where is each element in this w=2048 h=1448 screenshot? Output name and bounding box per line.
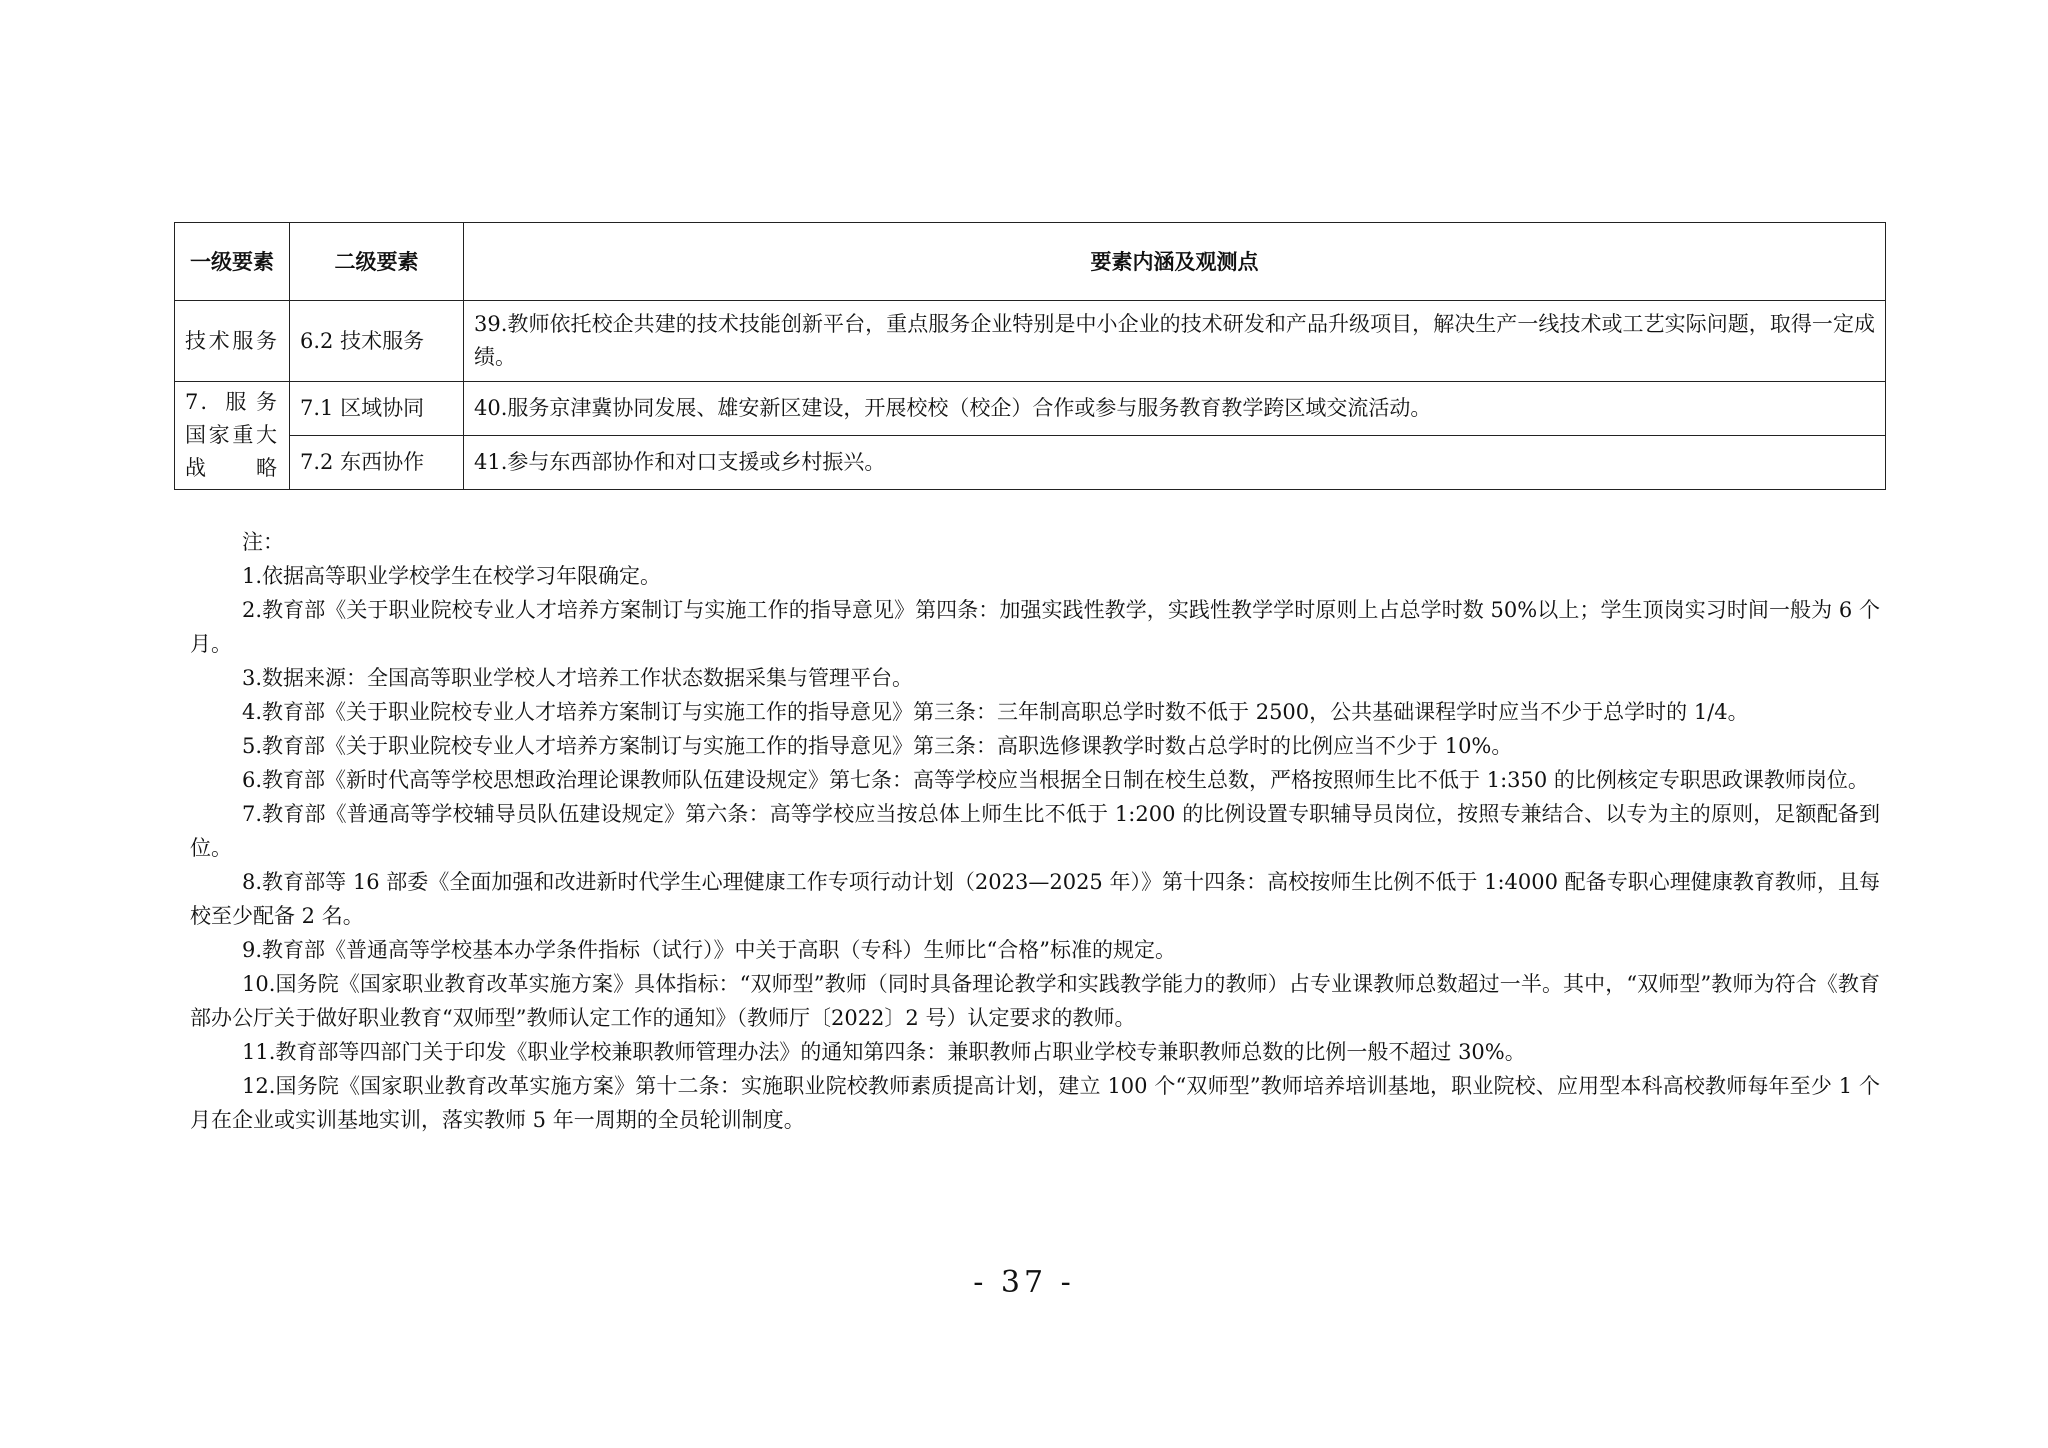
note-item: 7.教育部《普通高等学校辅导员队伍建设规定》第六条：高等学校应当按总体上师生比不低于 1:200 的比例设置专职辅导员岗位，按照专兼结合、以专为主的原则，足额配备到位。 (190, 802, 1880, 860)
level1-cell: 7. 服务国家重大战略 (175, 382, 290, 490)
note-item: 10.国务院《国家职业教育改革实施方案》具体指标：“双师型”教师（同时具备理论教学和实践教学能力的教师）占专业课教师总数超过一半。其中，“双师型”教师为符合《教育部办公厅关于做好职业教育“双师型”教师认定工作的通知》（教师厅〔2022〕2 号）认定要求的教师。 (190, 972, 1880, 1030)
standards-table (174, 222, 1886, 490)
content-cell: 40.服务京津冀协同发展、雄安新区建设，开展校校（校企）合作或参与服务教育教学跨区域交流活动。 (464, 382, 1886, 436)
content-cell: 39.教师依托校企共建的技术技能创新平台，重点服务企业特别是中小企业的技术研发和产品升级项目，解决生产一线技术或工艺实际问题，取得一定成绩。 (464, 301, 1886, 382)
note-item: 9.教育部《普通高等学校基本办学条件指标（试行）》中关于高职（专科）生师比“合格”标准的规定。 (242, 938, 1177, 962)
page-number: - 37 - (973, 1265, 1075, 1300)
header-level2: 二级要素 (290, 223, 464, 301)
note-item: 5.教育部《关于职业院校专业人才培养方案制订与实施工作的指导意见》第三条：高职选修课教学时数占总学时的比例应当不少于 10%。 (242, 734, 1513, 758)
level2-cell: 7.1 区域协同 (290, 382, 464, 436)
notes-title: 注： (242, 530, 284, 554)
header-level1: 一级要素 (175, 223, 290, 301)
level2-cell: 7.2 东西协作 (290, 436, 464, 490)
note-item: 4.教育部《关于职业院校专业人才培养方案制订与实施工作的指导意见》第三条：三年制高职总学时数不低于 2500，公共基础课程学时应当不少于总学时的 1/4。 (242, 700, 1749, 724)
table-row (175, 301, 1886, 382)
note-item: 8.教育部等 16 部委《全面加强和改进新时代学生心理健康工作专项行动计划（2023—2025 年）》第十四条：高校按师生比例不低于 1:4000 配备专职心理健康教育教师，且每校至少配备 2 名。 (190, 870, 1880, 928)
note-item: 6.教育部《新时代高等学校思想政治理论课教师队伍建设规定》第七条：高等学校应当根据全日制在校生总数，严格按照师生比不低于 1:350 的比例核定专职思政课教师岗位。 (242, 768, 1869, 792)
table-row (175, 382, 1886, 436)
note-item: 12.国务院《国家职业教育改革实施方案》第十二条：实施职业院校教师素质提高计划，建立 100 个“双师型”教师培养培训基地，职业院校、应用型本科高校教师每年至少 1 个月在企业或实训基地实训，落实教师 5 年一周期的全员轮训制度。 (190, 1074, 1880, 1132)
table-row (175, 436, 1886, 490)
table-header-row (175, 223, 1886, 301)
content-cell: 41.参与东西部协作和对口支援或乡村振兴。 (464, 436, 1886, 490)
note-item: 3.数据来源：全国高等职业学校人才培养工作状态数据采集与管理平台。 (242, 666, 914, 690)
note-item: 11.教育部等四部门关于印发《职业学校兼职教师管理办法》的通知第四条：兼职教师占职业学校专兼职教师总数的比例一般不超过 30%。 (242, 1040, 1526, 1064)
level1-cell: 技术服务 (175, 301, 290, 382)
header-content: 要素内涵及观测点 (464, 223, 1886, 301)
note-item: 1.依据高等职业学校学生在校学习年限确定。 (242, 564, 662, 588)
note-item: 2.教育部《关于职业院校专业人才培养方案制订与实施工作的指导意见》第四条：加强实践性教学，实践性教学学时原则上占总学时数 50%以上；学生顶岗实习时间一般为 6 个月。 (190, 598, 1880, 656)
notes-section (190, 525, 1880, 1137)
level2-cell: 6.2 技术服务 (290, 301, 464, 382)
